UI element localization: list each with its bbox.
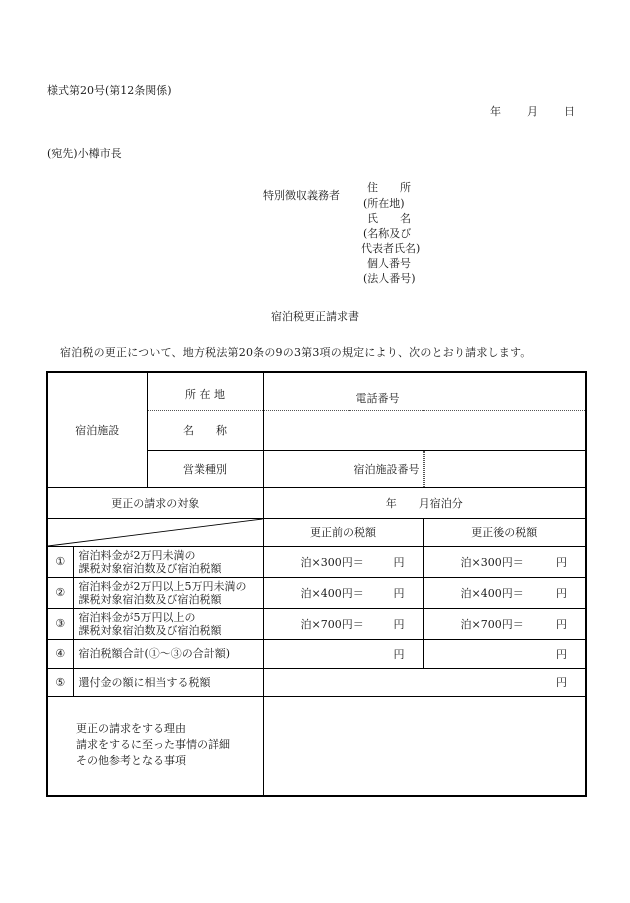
after-amount-field[interactable]: 泊×300円＝ 円	[423, 546, 586, 577]
location-field[interactable]	[263, 372, 586, 410]
name-label: 名 称	[147, 410, 263, 450]
document-title: 宿泊税更正請求書	[271, 310, 359, 323]
row-number: ④	[47, 639, 73, 668]
obligor-address-label: 住 所	[367, 181, 411, 194]
obligor-name-note-1: (名称及び	[363, 227, 412, 240]
obligor-label: 特別徴収義務者	[263, 189, 340, 202]
before-header: 更正前の税額	[263, 518, 423, 546]
facility-label: 宿泊施設	[47, 372, 147, 487]
before-total-field[interactable]: 円	[263, 639, 423, 668]
name-field[interactable]	[263, 410, 586, 450]
correction-request-table	[46, 371, 587, 797]
date-line	[490, 103, 575, 119]
obligor-corporate-number-label: (法人番号)	[363, 272, 416, 285]
obligor-name-note-2: 代表者氏名)	[361, 242, 421, 255]
row-label: 宿泊料金が5万円以上の 課税対象宿泊数及び宿泊税額	[73, 608, 263, 639]
row-number: ③	[47, 608, 73, 639]
row-label: 還付金の額に相当する税額	[73, 668, 263, 696]
date-month: 月	[527, 105, 538, 118]
after-total-field[interactable]: 円	[423, 639, 586, 668]
business-type-label: 営業種別	[147, 450, 263, 487]
target-label: 更正の請求の対象	[47, 487, 263, 518]
phone-label: 電話番号	[355, 391, 400, 405]
date-day: 日	[564, 105, 575, 118]
diagonal-line	[48, 519, 263, 546]
form-number: 様式第20号(第12条関係)	[47, 84, 172, 97]
row-number: ②	[47, 577, 73, 608]
before-amount-field[interactable]: 泊×700円＝ 円	[263, 608, 423, 639]
reason-label: 更正の請求をする理由 請求をするに至った事情の詳細 その他参考となる事項	[47, 696, 263, 796]
after-amount-field[interactable]: 泊×400円＝ 円	[423, 577, 586, 608]
obligor-location-label: (所在地)	[363, 197, 405, 210]
before-amount-field[interactable]: 泊×400円＝ 円	[263, 577, 423, 608]
reason-field[interactable]	[263, 696, 586, 796]
location-label: 所 在 地	[147, 372, 263, 410]
date-year: 年	[490, 105, 501, 118]
row-label: 宿泊税額合計(①～③の合計額)	[73, 639, 263, 668]
row-number: ⑤	[47, 668, 73, 696]
refund-amount-field[interactable]: 円	[263, 668, 586, 696]
obligor-personal-number-label: 個人番号	[367, 257, 411, 270]
row-label: 宿泊料金が2万円以上5万円未満の 課税対象宿泊数及び宿泊税額	[73, 577, 263, 608]
facility-number-label: 宿泊施設番号	[353, 462, 420, 476]
target-field[interactable]: 年 月宿泊分	[263, 487, 586, 518]
obligor-name-label: 氏 名	[367, 212, 411, 225]
addressee: (宛先)小樽市長	[47, 147, 122, 160]
after-header: 更正後の税額	[423, 518, 586, 546]
row-label: 宿泊料金が2万円未満の 課税対象宿泊数及び宿泊税額	[73, 546, 263, 577]
header-diagonal-cell	[47, 518, 263, 546]
row-number: ①	[47, 546, 73, 577]
after-amount-field[interactable]: 泊×700円＝ 円	[423, 608, 586, 639]
intro-text: 宿泊税の更正について、地方税法第20条の9の3第3項の規定により、次のとおり請求します。	[60, 346, 532, 359]
facility-number-cell[interactable]	[353, 450, 586, 487]
before-amount-field[interactable]: 泊×300円＝ 円	[263, 546, 423, 577]
